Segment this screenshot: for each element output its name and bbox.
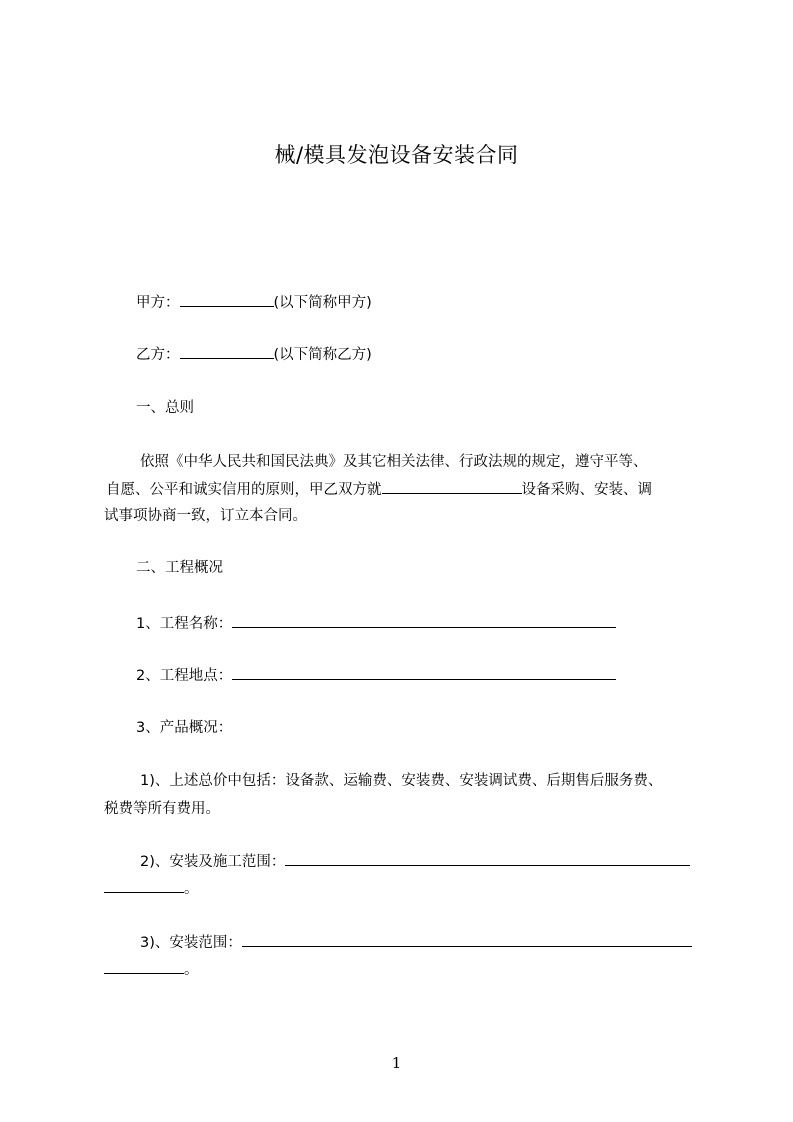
- section-2-heading: 二、工程概况: [136, 560, 223, 576]
- project-location-line: [136, 665, 616, 686]
- general-para-line-1: 依照《中华人民共和国民法典》及其它相关法律、行政法规的规定，遵守平等、: [140, 454, 648, 470]
- install-scope-label: 2)、安装及施工范围：: [140, 854, 286, 870]
- party-b-line: [136, 344, 372, 365]
- party-a-line: [136, 292, 372, 313]
- project-location-blank[interactable]: [232, 665, 616, 680]
- party-a-blank[interactable]: [180, 292, 274, 307]
- project-name-blank[interactable]: [232, 613, 616, 628]
- scope-line-2: [104, 959, 199, 980]
- section-1-heading: 一、总则: [136, 400, 194, 416]
- scope-label: 3)、安装范围：: [140, 935, 242, 951]
- project-name-line: [136, 613, 616, 634]
- project-location-label: 2、工程地点：: [136, 668, 233, 684]
- page-number: 1: [391, 1054, 402, 1072]
- general-para-line-3: 试事项协商一致，订立本合同。: [104, 508, 307, 524]
- project-name-label: 1、工程名称：: [136, 616, 233, 632]
- party-b-label: 乙方：: [136, 347, 180, 363]
- party-a-label: 甲方：: [136, 295, 180, 311]
- install-scope-line-2: [104, 878, 199, 899]
- party-a-suffix: (以下简称甲方): [273, 295, 372, 311]
- price-includes-line-1: 1)、上述总价中包括：设备款、运输费、安装费、安装调试费、后期售后服务费、: [140, 773, 663, 789]
- scope-end: 。: [184, 962, 199, 978]
- page-title: 械/模具发泡设备安装合同: [274, 143, 519, 167]
- install-scope-blank[interactable]: [285, 851, 690, 866]
- install-scope-end: 。: [184, 881, 199, 897]
- equipment-blank[interactable]: [382, 479, 522, 494]
- general-para-line-2-start: 自愿、公平和诚实信用的原则，甲乙双方就: [106, 482, 382, 498]
- price-includes-line-2: 税费等所有费用。: [104, 801, 220, 817]
- scope-line-1: [140, 932, 692, 953]
- product-overview-label: 3、产品概况：: [136, 720, 233, 736]
- install-scope-line-1: [140, 851, 690, 872]
- party-b-suffix: (以下简称乙方): [273, 347, 372, 363]
- party-b-blank[interactable]: [180, 344, 274, 359]
- scope-blank-cont[interactable]: [104, 959, 184, 974]
- general-para-line-2: [106, 479, 652, 500]
- install-scope-blank-cont[interactable]: [104, 878, 184, 893]
- scope-blank[interactable]: [242, 932, 692, 947]
- general-para-line-2-end: 设备采购、安装、调: [521, 482, 652, 498]
